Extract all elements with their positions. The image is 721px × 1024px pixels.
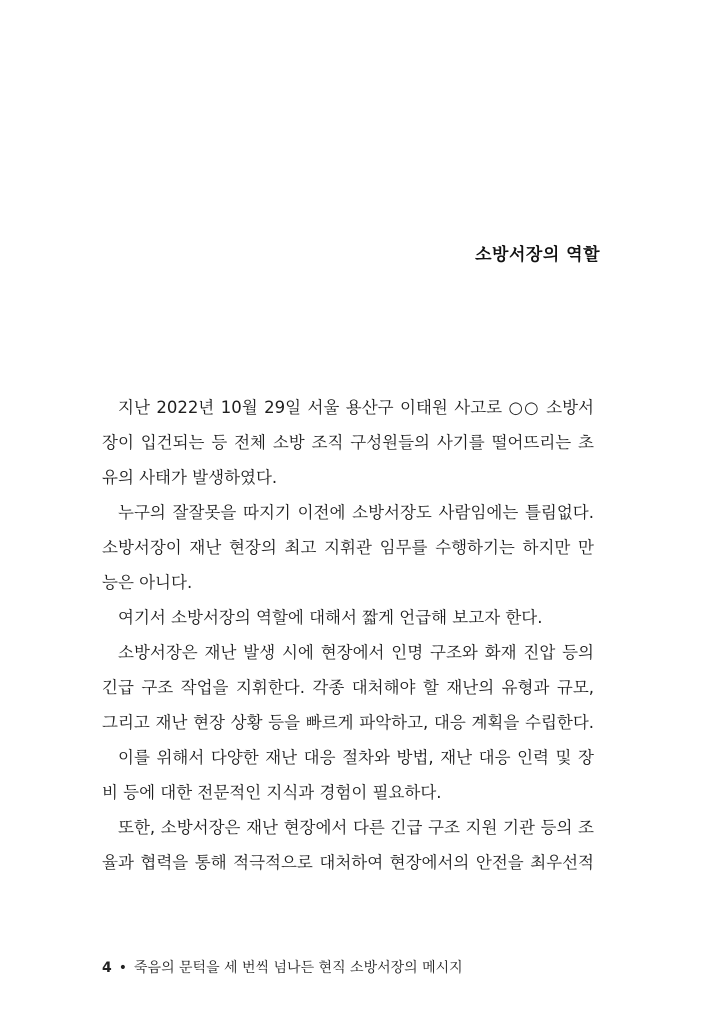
page-number: 4 xyxy=(102,960,112,976)
text-line: 또한, 소방서장은 재난 현장에서 다른 긴급 구조 지원 기관 등의 조 xyxy=(118,818,594,837)
page-footer xyxy=(102,957,463,977)
text-line: 긴급 구조 작업을 지휘한다. 각종 대처해야 할 재난의 유형과 규모, xyxy=(102,678,594,697)
text-line: 지난 2022년 10월 29일 서울 용산구 이태원 사고로 ○○ 소방서 xyxy=(118,398,594,417)
footer-separator: • xyxy=(118,960,128,976)
text-line: 여기서 소방서장의 역할에 대해서 짧게 언급해 보고자 한다. xyxy=(118,608,543,627)
text-line: 소방서장은 재난 발생 시에 현장에서 인명 구조와 화재 진압 등의 xyxy=(118,643,594,662)
book-title: 죽음의 문턱을 세 번씩 넘나든 현직 소방서장의 메시지 xyxy=(134,960,463,976)
text-line: 유의 사태가 발생하였다. xyxy=(102,468,278,487)
text-line: 율과 협력을 통해 적극적으로 대처하여 현장에서의 안전을 최우선적 xyxy=(102,853,594,872)
text-line: 그리고 재난 현장 상황 등을 빠르게 파악하고, 대응 계획을 수립한다. xyxy=(102,713,594,732)
text-line: 장이 입건되는 등 전체 소방 조직 구성원들의 사기를 떨어뜨리는 초 xyxy=(102,433,594,452)
text-line: 이를 위해서 다양한 재난 대응 절차와 방법, 재난 대응 인력 및 장 xyxy=(118,748,594,767)
text-line: 누구의 잘잘못을 따지기 이전에 소방서장도 사람임에는 틀림없다. xyxy=(118,503,594,522)
body-text xyxy=(102,390,594,880)
text-line: 소방서장이 재난 현장의 최고 지휘관 임무를 수행하기는 하지만 만 xyxy=(102,538,594,557)
section-title: 소방서장의 역할 xyxy=(475,245,600,265)
text-line: 비 등에 대한 전문적인 지식과 경험이 필요하다. xyxy=(102,783,442,802)
text-line: 능은 아니다. xyxy=(102,573,193,592)
